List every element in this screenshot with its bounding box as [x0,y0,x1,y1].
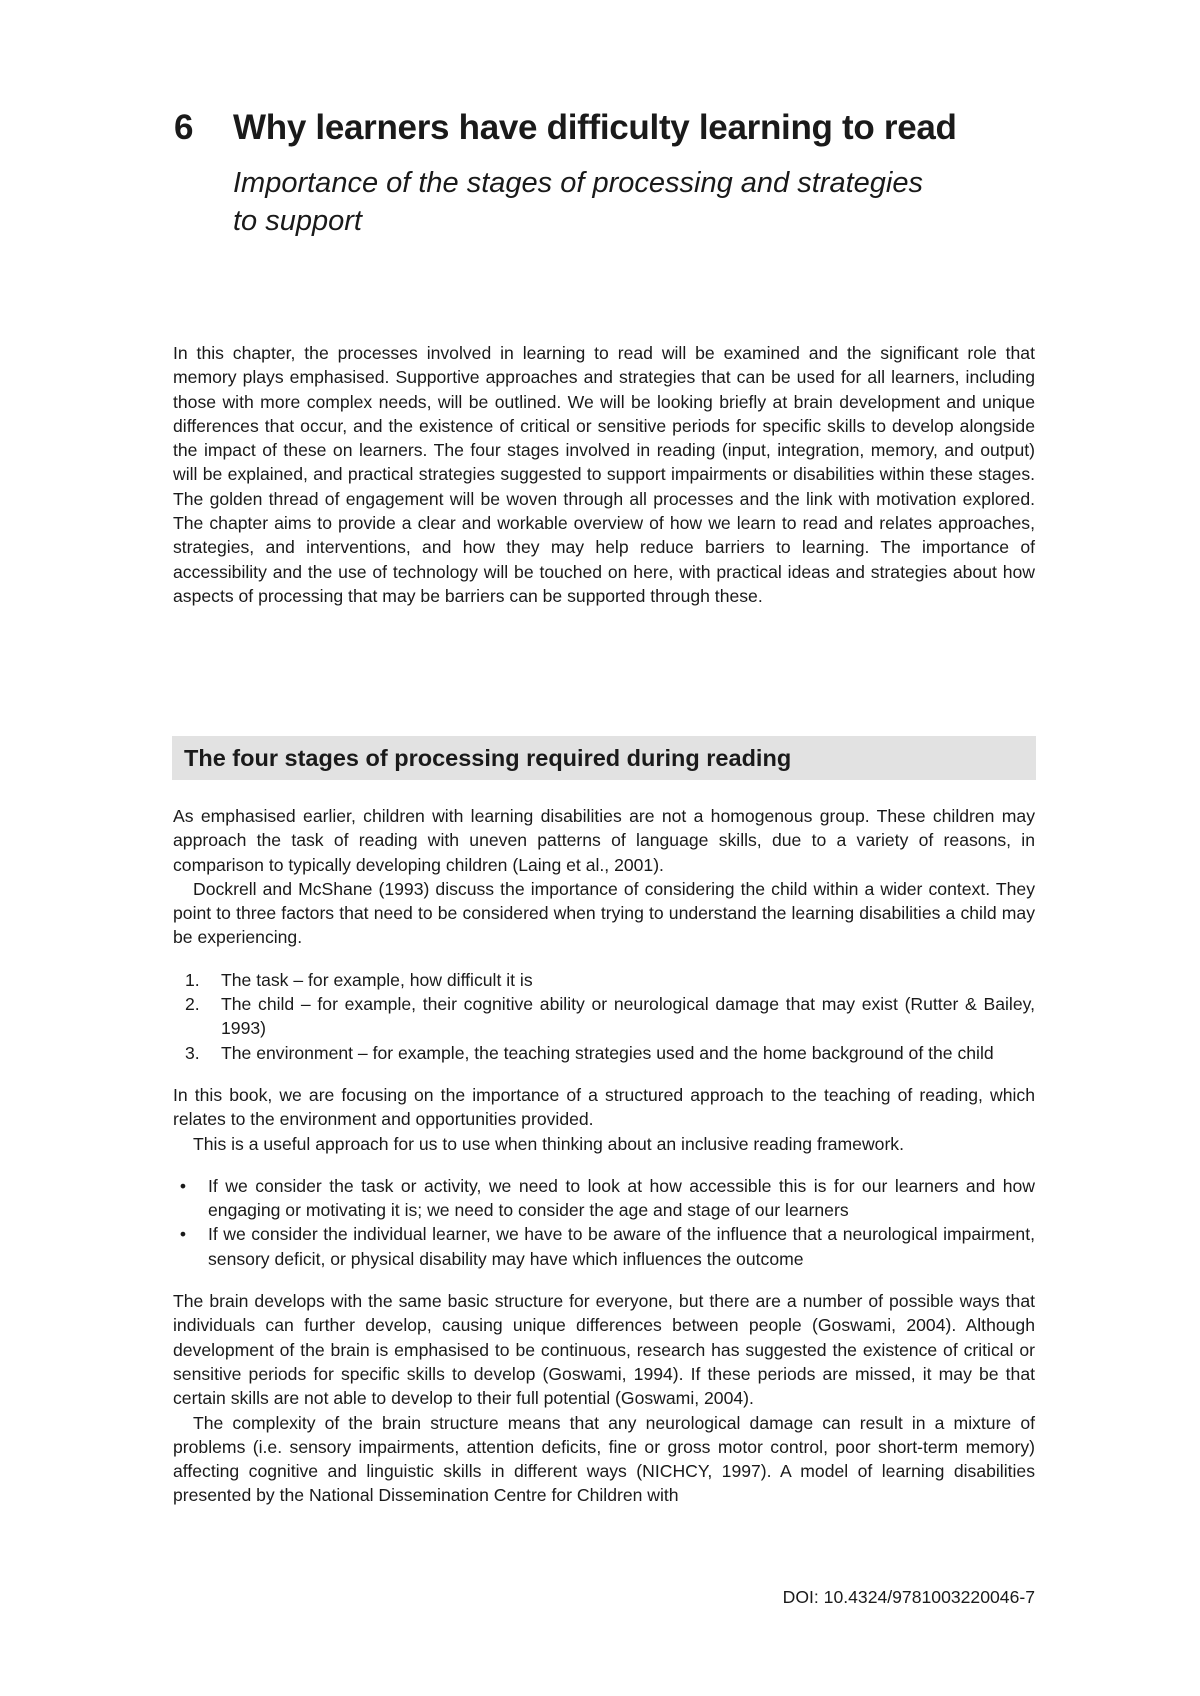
list-number: 2. [185,994,200,1015]
paragraph: The complexity of the brain structure means that any neurological damage can result in a mixture of problems (i.e. sensory impairments, attention deficits, fine or gross motor control, poor short-term memory) affecting cognitive and linguistic skills in different ways (NICHCY, 1997). A model of learning disabilities presented by the National Dissemination Centre for Children with [173,1412,1035,1506]
bullet-icon: • [179,1175,187,1196]
bullet-list-item [173,1222,1035,1271]
numbered-list [173,968,1035,1065]
chapter-title: Why learners have difficulty learning to read [233,108,957,147]
paragraph: Dockrell and McShane (1993) discuss the importance of considering the child within a wider context. They point to three factors that need to be considered when trying to understand the learning disabilities a child may be experiencing. [173,878,1035,948]
list-number: 3. [185,1042,200,1063]
bullet-list-item [173,1174,1035,1223]
list-item-text: If we consider the task or activity, we need to look at how accessible this is for our learners and how engaging or motivating it is; we need to consider the age and stage of our learners [208,1175,1035,1221]
numbered-list-item [173,968,1035,992]
chapter-number: 6 [174,108,194,147]
list-item-text: The child – for example, their cognitive ability or neurological damage that may exist (Rutter & Bailey, 1993) [221,994,1035,1039]
list-item-text: If we consider the individual learner, we have to be aware of the influence that a neurological impairment, sensory deficit, or physical disability may have which influences the outcome [208,1224,1035,1269]
doi-footer: DOI: 10.4324/9781003220046-7 [782,1587,1035,1607]
paragraph: As emphasised earlier, children with learning disabilities are not a homogenous group. These children may approach the task of reading with uneven patterns of language skills, due to a variety of reasons, in comparison to typically developing children (Laing et al., 2001). [173,806,1035,875]
numbered-list-item [173,1041,1035,1065]
list-item-text: The environment – for example, the teaching strategies used and the home background of the child [221,1042,994,1063]
bullet-list [173,1174,1035,1271]
paragraph: In this book, we are focusing on the importance of a structured approach to the teaching of reading, which relates to the environment and opportunities provided. [173,1084,1035,1130]
chapter-subtitle: Importance of the stages of processing and strategies to support [233,167,923,237]
list-item-text: The task – for example, how difficult it is [221,969,533,990]
chapter-header [174,106,1034,240]
chapter-title-row [174,106,1034,150]
bullet-icon: • [179,1224,187,1245]
paragraph: The brain develops with the same basic structure for everyone, but there are a number of possible ways that individuals can further develop, causing unique differences between people (Goswami, 2004). Although development of the brain is emphasised to be continuous, research has suggested the existence of critical or sensitive periods for specific skills to develop (Goswami, 1994). If these periods are missed, it may be that certain skills are not able to develop to their full potential (Goswami, 2004). [173,1291,1035,1409]
section-heading: The four stages of processing required during reading [172,736,1036,780]
list-number: 1. [185,969,200,990]
paragraph: This is a useful approach for us to use when thinking about an inclusive reading framework. [193,1133,904,1154]
numbered-list-item [173,992,1035,1041]
intro-paragraph: In this chapter, the processes involved in learning to read will be examined and the significant role that memory plays emphasised. Supportive approaches and strategies that can be used for all learners, including those with more complex needs, will be outlined. We will be looking briefly at brain development and unique differences that occur, and the existence of critical or sensitive periods for specific skills to develop alongside the impact of these on learners. The four stages involved in reading (input, integration, memory, and output) will be explained, and practical strategies suggested to support impairments or disabilities within these stages. The golden thread of engagement will be woven through all processes and the link with motivation explored. The chapter aims to provide a clear and workable overview of how we learn to read and relates approaches, strategies, and interventions, and how they may help reduce barriers to learning. The importance of accessibility and the use of technology will be touched on here, with practical ideas and strategies about how aspects of processing that may be barriers can be supported through these. [173,343,1035,606]
intro-section [173,341,1035,608]
section-body [173,804,1035,1508]
